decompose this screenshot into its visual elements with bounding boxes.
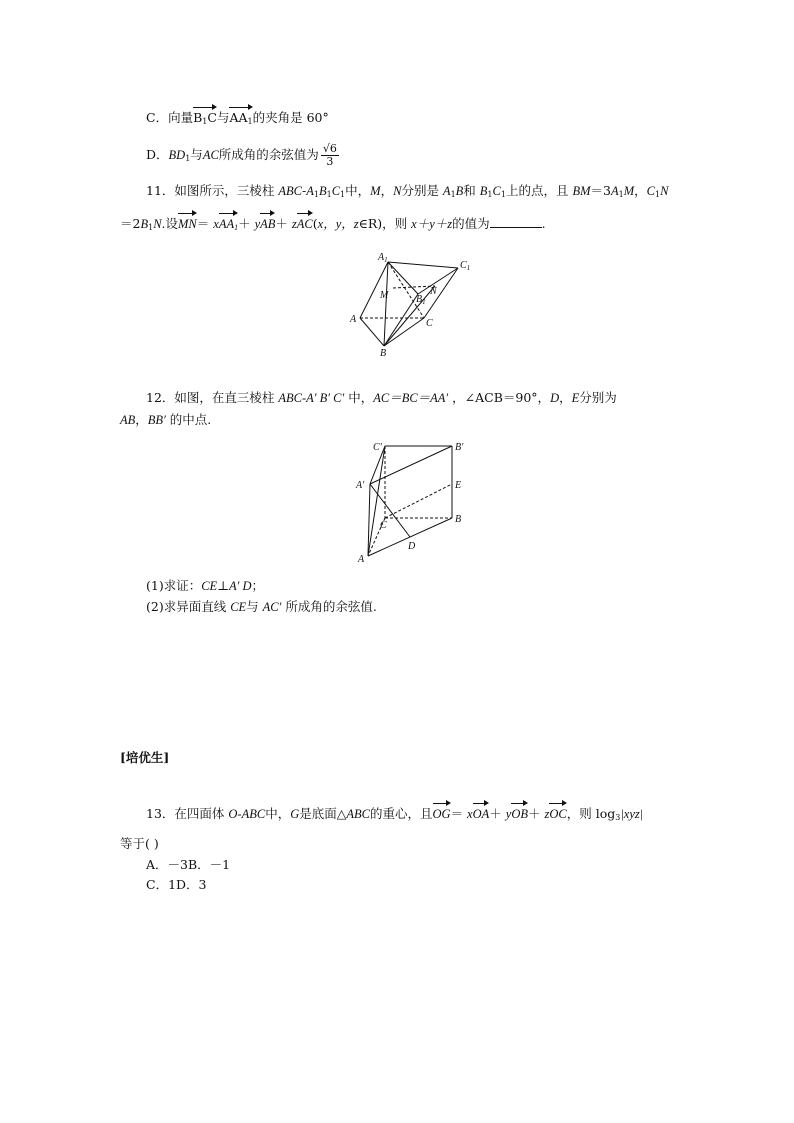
q13-options-ab: A．－3B．－1 — [146, 857, 231, 872]
label-c1: $C_1$ — [460, 260, 471, 272]
q11-prism-figure — [340, 248, 480, 360]
label-b-prime: B′ — [455, 442, 464, 453]
answer-blank[interactable] — [490, 216, 542, 228]
label-n: N — [430, 286, 437, 297]
option-d: D．$BD_1$与AC所成角的余弦值为 $\frac{√6}{3}$ — [146, 142, 337, 168]
option-c: C．向量$B_1C$与$AA_1$的夹角是 60° — [146, 110, 329, 130]
label-m: M — [380, 290, 389, 301]
label-c-prime: C′ — [373, 442, 382, 453]
q13-line2: 等于( ) — [120, 836, 159, 851]
q12-line1: 12．如图，在直三棱柱 ABC-A′ B′ C′ 中，AC＝BC＝AA′ ，∠ACB＝90°，D，E分别为 — [146, 390, 617, 405]
label-c: C — [380, 520, 387, 531]
label-b: B — [380, 348, 387, 359]
q12-part1: (1)求证：CE⊥A′ D； — [146, 578, 265, 593]
q13-line1: 13．在四面体 O-ABC中，G是底面△ABC的重心，且OG＝ xOA＋ yOB＋ zOC，则 $\log_3|xyz|$ — [146, 806, 644, 822]
label-e: E — [455, 480, 462, 491]
q13-options-cd: C．1D．3 — [146, 877, 207, 892]
q11-line2: $=2B_1N$.设MN＝ xAA$_1$＋ yAB＋ zAC(x，y，z∈R)，则 x＋y＋z的值为 . — [120, 216, 546, 236]
q12-part2: (2)求异面直线 CE与 AC′ 所成角的余弦值. — [146, 599, 377, 614]
label-b1: $B_1$ — [416, 294, 426, 306]
q12-line2: AB，BB′ 的中点. — [120, 412, 212, 427]
label-a: A — [358, 554, 365, 565]
label-a-prime: A′ — [356, 480, 365, 491]
label-d: D — [408, 541, 416, 552]
fraction-sqrt6-over-3: $\frac{√6}{3}$ — [322, 142, 337, 168]
label-a1: $A_1$ — [378, 252, 388, 264]
section-title: [培优生] — [120, 750, 170, 765]
label-c: C — [426, 318, 433, 329]
label-a: A — [350, 314, 357, 325]
label-b: B — [455, 514, 462, 525]
q12-prism-figure — [350, 436, 480, 566]
q11-line1: 11．如图所示，三棱柱 ABC-$A_1B_1C_1$中，M，N分别是 $A_1B$和 $B_1C_1$上的点，且 $BM=3A_1M$，$C_1N$ — [146, 183, 669, 199]
